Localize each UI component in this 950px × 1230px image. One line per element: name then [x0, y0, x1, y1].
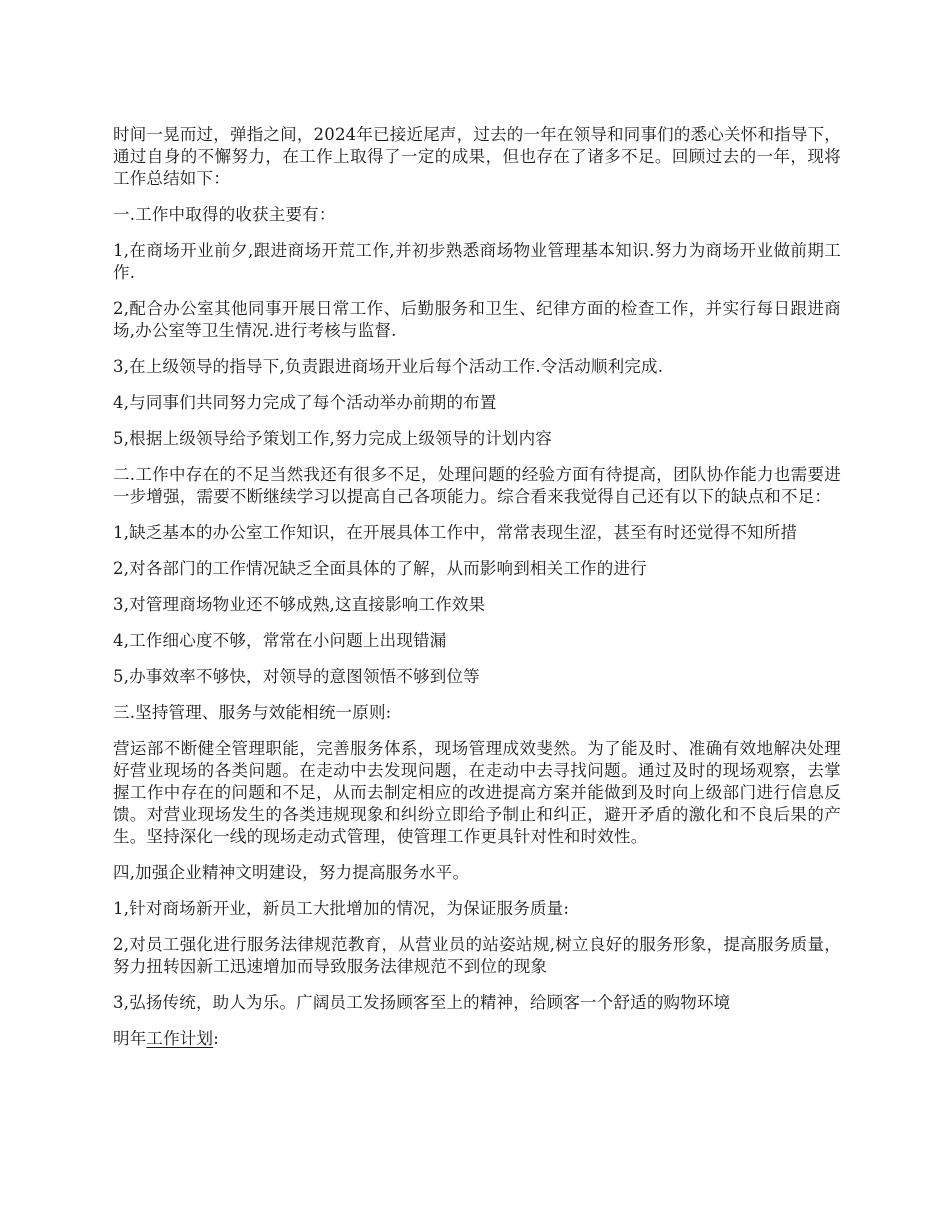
- list-item: 5,根据上级领导给予策划工作,努力完成上级领导的计划内容: [113, 429, 553, 448]
- list-item: 3,弘扬传统，助人为乐。广阔员工发扬顾客至上的精神，给顾客一个舒适的购物环境: [113, 993, 731, 1012]
- section-heading-1: 一.工作中取得的收获主要有：: [113, 205, 336, 224]
- list-item: 1,缺乏基本的办公室工作知识，在开展具体工作中，常常表现生涩，甚至有时还觉得不知所措: [113, 523, 798, 542]
- section-heading-2: 二.工作中存在的不足当然我还有很多不足，处理问题的经验方面有待提高，团队协作能力也需要进一步增强，需要不断继续学习以提高自己各项能力。综合看来我觉得自己还有以下的缺点和不足：: [113, 465, 841, 506]
- paragraph-body: 营运部不断健全管理职能，完善服务体系，现场管理成效斐然。为了能及时、准确有效地解决处理好营业现场的各类问题。在走动中去发现问题，在走动中去寻找问题。通过及时的现场观察，去掌握工作中存在的问题和不足，从而去制定相应的改进提高方案并能做到及时向上级部门进行信息反馈。对营业现场发生的各类违规现象和纠纷立即给予制止和纠正，避开矛盾的激化和不良后果的产生。坚持深化一线的现场走动式管理，使管理工作更具针对性和时效性。: [113, 739, 841, 846]
- next-year-suffix: :: [213, 1029, 219, 1048]
- section-heading-4: 四,加强企业精神文明建设，努力提高服务水平。: [113, 863, 470, 882]
- work-plan-link[interactable]: 工作计划: [146, 1029, 214, 1048]
- list-item: 4,工作细心度不够，常常在小问题上出现错漏: [113, 631, 447, 650]
- list-item: 5,办事效率不够快，对领导的意图领悟不够到位等: [113, 667, 480, 686]
- document-body: [113, 124, 841, 1064]
- list-item: 2,对员工强化进行服务法律规范教育，从营业员的站姿站规,树立良好的服务形象，提高服务质量，努力扭转因新工迅速增加而导致服务法律规范不到位的现象: [113, 935, 841, 976]
- paragraph-intro: 时间一晃而过，弹指之间，2024年已接近尾声，过去的一年在领导和同事们的悉心关怀和指导下，通过自身的不懈努力，在工作上取得了一定的成果，但也存在了诸多不足。回顾过去的一年，现将工作总结如下：: [113, 125, 841, 188]
- list-item: 3,对管理商场物业还不够成熟,这直接影响工作效果: [113, 595, 486, 614]
- list-item: 4,与同事们共同努力完成了每个活动举办前期的布置: [113, 393, 497, 412]
- section-heading-3: 三.坚持管理、服务与效能相统一原则:: [113, 703, 392, 722]
- list-item: 2,对各部门的工作情况缺乏全面具体的了解，从而影响到相关工作的进行: [113, 559, 647, 578]
- next-year-prefix: 明年: [113, 1029, 147, 1048]
- list-item: 3,在上级领导的指导下,负责跟进商场开业后每个活动工作.令活动顺利完成.: [113, 357, 664, 376]
- list-item: 1,针对商场新开业，新员工大批增加的情况，为保证服务质量:: [113, 899, 570, 918]
- list-item: 1,在商场开业前夕,跟进商场开荒工作,并初步熟悉商场物业管理基本知识.努力为商场开业做前期工作.: [113, 241, 841, 282]
- next-year-plan-line: [113, 1028, 841, 1050]
- list-item: 2,配合办公室其他同事开展日常工作、后勤服务和卫生、纪律方面的检查工作，并实行每日跟进商场,办公室等卫生情况.进行考核与监督.: [113, 299, 841, 340]
